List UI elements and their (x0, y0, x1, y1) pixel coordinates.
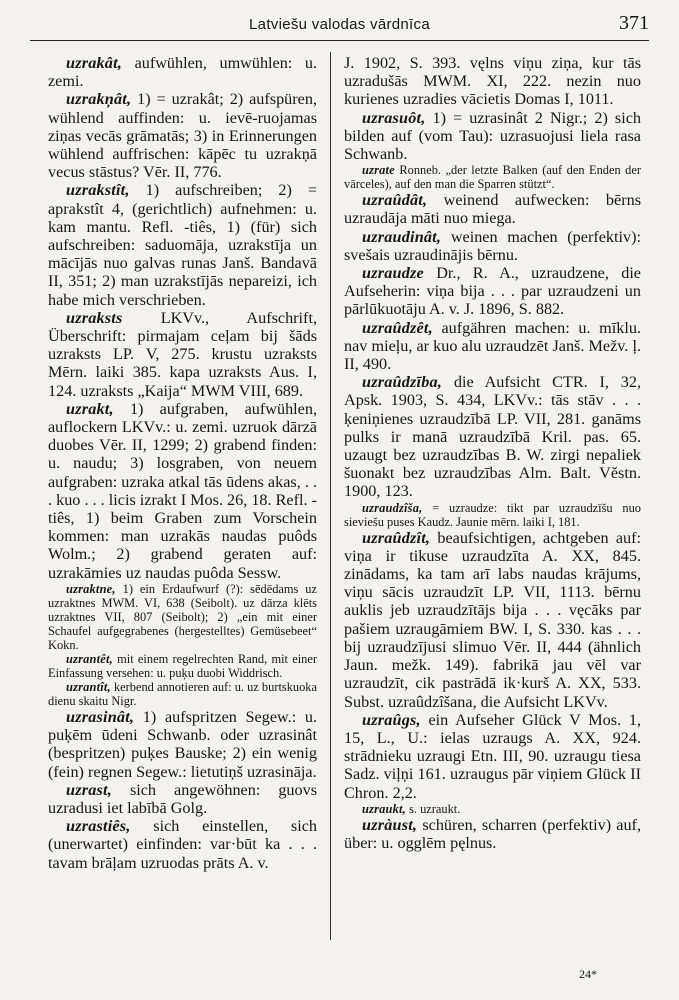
dictionary-entry (48, 309, 317, 400)
entry-definition: kerbend annotieren auf: u. uz burtskuoka dienu skaitu Nigr. (48, 679, 317, 708)
entry-headword: uzraûdzît, (362, 528, 431, 547)
entry-definition: 1) aufgraben, aufwühlen, auflockern LKVv.: u. zemi. uzruok dārzā duobes Vēr. II, 1299; 2) grabend finden: u. naudu; 3) losgraben, von neuem aufgraben: uzraka atkal tās ūdens akas, . . . kuo . . . licis izrakt I Mos. 26, 18. Refl. -tiês, 1) beim Graben zum Vorschein kommen: man uzrakās naudas puôds Wolm.; 2) grabend geraten auf: uzrakāmies uz naudas puôda Sessw. (48, 399, 317, 582)
entry-definition: J. 1902, S. 393. vęlns viņu ziņa, kur tās uzradušās MWM. XI, 222. nezin nuo kurienes uzradies vācietis Domas I, 1011. (344, 54, 641, 109)
entry-headword: uzraudinât, (362, 227, 442, 246)
entry-headword: uzraktne, (66, 581, 116, 596)
dictionary-entry (344, 191, 641, 227)
entry-definition: LKVv., Aufschrift, Überschrift: pirmajam ceļam bij šāds uzraksts LP. V, 275. krustu uzraksts Mērn. laiki 385. kapa uzraksts Aus. I, 124. uzraksts „Kaija“ MWM VIII, 689. (48, 308, 317, 400)
dictionary-entry (344, 802, 641, 816)
dictionary-entry (48, 680, 317, 708)
entry-headword: uzrakņât, (66, 90, 132, 109)
entry-headword: uzraûdzêt, (362, 318, 433, 337)
dictionary-entry (344, 373, 641, 500)
entry-headword: uzrast, (66, 780, 112, 799)
entry-definition: Dr., R. A., uzraudzene, die Aufseherin: viņa bija . . . par uzraudzeni un pārlūkuotāju A. v. J. 1896, S. 882. (344, 264, 641, 319)
entry-headword: uzrate (362, 163, 395, 178)
dictionary-entry (344, 264, 641, 319)
entry-definition: schüren, scharren (perfektiv) auf, über: u. ogglēm pęlnus. (344, 815, 641, 852)
entry-definition: 1) ein Erdaufwurf (?): sēdēdams uz uzraktnes MWM. VI, 638 (Seibolt). uz dārza klēts uzraktnes VII, 807 (Seibolt); 2) „ein mit einer Schaufel aufgegrabenes (hergestelltes) Gemüsebeet“ Kokn. (48, 581, 317, 652)
dictionary-entry (344, 54, 641, 109)
entry-headword: uzrakât, (66, 54, 123, 72)
dictionary-entry (344, 319, 641, 374)
dictionary-entry (48, 582, 317, 652)
running-title: Latviešu valodas vārdnīca (249, 16, 430, 33)
dictionary-entry (48, 708, 317, 781)
dictionary-entry (48, 652, 317, 680)
entry-headword: uzraksts (66, 308, 123, 327)
entry-definition: 1) = uzrakât; 2) aufspüren, wühlend auffinden: u. ievē-ruojamas ziņas vecās grāmatās; 3) in Erinnerungen wühlend auffrischen: kāpēc tu uzrakņā vecus stāstus? Vēr. II, 776. (48, 90, 317, 182)
entry-definition: weinend aufwecken: bērns uzraudāja māti nuo miega. (344, 191, 641, 228)
dictionary-entry (344, 711, 641, 802)
entry-definition: weinen machen (perfektiv): svešais uzraudinājis bērnu. (344, 227, 641, 264)
dictionary-entry (344, 501, 641, 529)
dictionary-entry (48, 400, 317, 582)
dictionary-entry (48, 781, 317, 817)
entry-definition: ein Aufseher Glück V Mos. 1, 15, L., U.: ielas uzraugs A. XX, 924. strādnieku uzraugi Etn. III, 90. uzraugu tiesa Sadz. viļņi 161. uzraugus pār viņiem Glück II Chron. 2,2. (344, 710, 641, 802)
page-number: 371 (619, 12, 649, 34)
header-rule (30, 40, 649, 41)
entry-definition: 1) aufschreiben; 2) = aprakstît 4, (gerichtlich) aufnehmen: u. kam mantu. Refl. -tiês, 1) (für) sich aufschreiben: saduomāja, uzrakstīja un mācījās nuo galvas runas Janš. Bandavā II, 351; 2) man uzrakstījās nepareizi, ich habe mich verschrieben. (48, 181, 317, 309)
entry-definition: sich einstellen, sich (unerwartet) einfinden: var·būt ka . . . tavam brāļam uzruodas prāts A. v. (48, 817, 317, 872)
entry-headword: uzràust, (362, 815, 418, 834)
dictionary-entry (48, 90, 317, 181)
dictionary-entry (344, 109, 641, 164)
entry-headword: uzrastiês, (66, 817, 131, 836)
dictionary-entry (344, 529, 641, 711)
entry-headword: uzraûgs, (362, 710, 421, 729)
entry-headword: uzrasinât, (66, 707, 135, 726)
entry-definition: die Aufsicht CTR. I, 32, Apsk. 1903, S. 434, LKVv.: tās stāv . . . ķeniņienes uzraudzībā LP. VII, 281. ganāms pulks ir manā uzraudzībā Kril. pas. 65. uzaugt bez uzraudzības B. W. zirgi nepaliek šuonakt bez uzraudzības Alm. Balt. Věstn. 1900, 123. (344, 373, 641, 501)
column-divider (330, 52, 331, 940)
right-column (344, 54, 641, 852)
entry-headword: uzraûdât, (362, 191, 428, 210)
signature-mark: 24* (579, 967, 597, 981)
entry-headword: uzrantît, (66, 679, 111, 694)
entry-definition: aufwühlen, umwühlen: u. zemi. (48, 54, 317, 91)
entry-definition: 1) = uzrasinât 2 Nigr.; 2) sich bilden auf (vom Tau): uzrasuojusi liela rasa Schwanb. (344, 108, 641, 164)
entry-definition: beaufsichtigen, achtgeben auf: viņa ir tikuse uzraudzīta A. XX, 845. zinādams, ka tam arī labs naudas krājums, viņu sācis uzraudzīt LP. VII, 1113. bērnu auklis jeb uzraudzītājs bija . . . vęcāks par pašiem uzraugāmiem BW. I, S. 330. kas . . . bij uzraudzījusi slimuo Vēr. II, 444 (ähnlich Jaun. mežk. 149). fabrikā jau vēl var uzraudzīt, cik pastrādā ik·kurš A. XX, 533. Subst. uzraûdzîšana, die Aufsicht LKVv. (344, 528, 641, 711)
entry-headword: uzrakstît, (66, 181, 130, 200)
entry-headword: uzrasuôt, (362, 108, 426, 127)
dictionary-entry (48, 54, 317, 90)
dictionary-entry (344, 228, 641, 264)
entry-definition: Ronneb. „der letzte Balken (auf den Enden der vārceles), auf den man die Sparren stützt“. (344, 163, 641, 192)
dictionary-entry (344, 163, 641, 191)
entry-headword: uzraudzîša, (362, 500, 423, 515)
entry-headword: uzraukt, (362, 801, 406, 816)
dictionary-entry (48, 817, 317, 872)
entry-definition: = uzraudze: tikt par uzraudzīšu nuo sieviešu puses Kaudz. Jaunie mērn. laiki I, 181. (344, 500, 641, 529)
entry-definition: 1) aufspritzen Segew.: u. puķēm ūdeni Schwanb. oder uzrasinât (bespritzen) puķes Bauske; 2) ein wenig (fein) regnen Segew.: lietutiņš uzrasināja. (48, 707, 317, 781)
left-column (48, 54, 317, 872)
entry-definition: aufgähren machen: u. mīklu. nav mieļu, ar kuo alu uzraudzēt Janš. Mežv. ļ. II, 490. (344, 318, 641, 374)
page-header (30, 8, 649, 38)
entry-headword: uzrakt, (66, 399, 114, 418)
dictionary-entry (344, 816, 641, 852)
entry-headword: uzraûdzība, (362, 373, 443, 392)
entry-headword: uzraudze (362, 264, 424, 283)
entry-definition: s. uzraukt. (405, 801, 461, 816)
entry-definition: mit einem regelrechten Rand, mit einer Einfassung versehen: u. puķu duobi Widdrisch. (48, 651, 317, 680)
entry-headword: uzrantêt, (66, 651, 113, 666)
dictionary-entry (48, 181, 317, 308)
entry-definition: sich angewöhnen: guovs uzradusi iet labībā Golg. (48, 780, 317, 817)
